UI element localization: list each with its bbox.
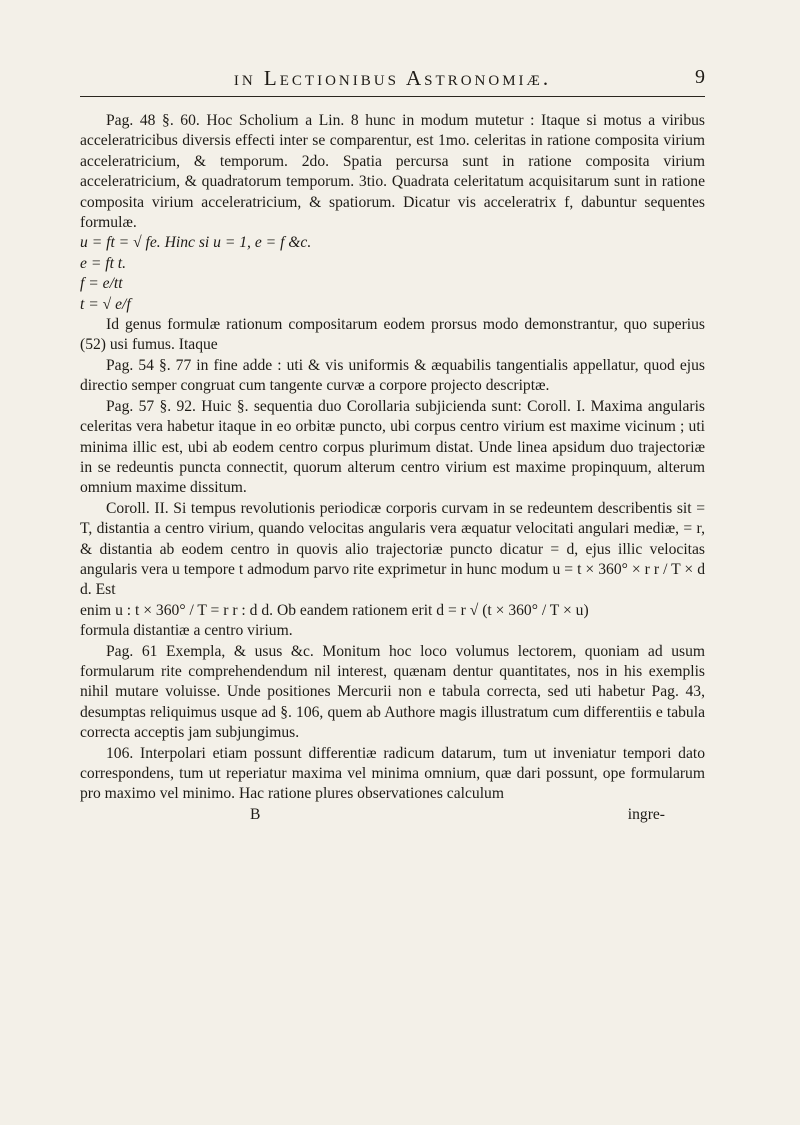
paragraph: Id genus formulæ rationum compositarum eodem prorsus modo demonstrantur, quo superius (52) usi fumus. Itaque [80,316,705,354]
catchword: ingre- [627,805,665,823]
page-footer [80,805,705,825]
paragraph: Pag. 61 Exempla, & usus &c. Monitum hoc loco volumus lectorem, quoniam ad usum formularum rite comprehendendum nil interest, quænam dentur quantitates, nos in his exemplis nihil mutare voluisse. Unde positiones Mercurii non e tabula correcta, sed uti habetur Pag. 43, desumptas reliquimus usque ad §. 106, quem ab Authore magis illustratum cum differentiis e tabula correcta acceptis jam subjungimus. [80,642,705,742]
paragraph: 106. Interpolari etiam possunt differentiæ radicum datarum, tum ut inveniatur tempori dato correspondens, tum ut reperiatur maxima vel minima omnium, quæ dari possunt, ope formularum pro maximo vel minimo. Hac ratione plures observationes calculum [80,744,705,803]
body-text [80,111,705,805]
running-head [80,62,705,97]
formula-line: f = e/tt [80,275,123,293]
paragraph: formula distantiæ a centro virium. [80,622,293,640]
paragraph: enim u : t × 360° / T = r r : d d. Ob eandem rationem erit d = r √ (t × 360° / T × u) [80,601,589,619]
paragraph: Pag. 48 §. 60. Hoc Scholium a Lin. 8 hunc in modum mutetur : Itaque si motus a viribus acceleratricibus diversis effecti inter se comparentur, est 1mo. celeritas in ratione composita virium acceleratricium, & temporum. 2do. Spatia percursa sunt in ratione composita virium acceleratricium, & quadratorum temporum. 3tio. Quadrata celeritatum acquisitarum sunt in ratione composita virium acceleratricium, & spatiorum. Dicatur vis acceleratrix f, dabuntur sequentes formulæ. [80,112,705,232]
paragraph: Pag. 54 §. 77 in fine adde : uti & vis uniformis & æquabilis tangentialis appellatur, quod ejus directio semper congruat cum tangente curvæ a corpore projecto descriptæ. [80,356,705,395]
signature-mark: B [250,805,261,823]
page-number: 9 [695,66,705,88]
running-title: in Lectionibus Astronomiæ. [233,66,552,90]
formula-line: t = √ e/f [80,295,131,313]
formula-line: e = ft t. [80,254,127,272]
paragraph: Coroll. II. Si tempus revolutionis periodicæ corporis curvam in se redeuntem describentis sit = T, distantia a centro virium, quando velocitas angularis vera æquatur velocitati angulari mediæ, = r, & distantia ab eodem centro in quovis alio trajectoriæ puncto dicatur = d, ejus illic velocitas angularis vera u tempore t admodum parvo rite exprimetur in hunc modum u = t × 360° × r r / T × d d. Est [80,499,705,599]
formula-line: u = ft = √ fe. Hinc si u = 1, e = f &c. [80,234,312,252]
paragraph: Pag. 57 §. 92. Huic §. sequentia duo Corollaria subjicienda sunt: Coroll. I. Maxima angularis celeritas vera habetur itaque in eo orbitæ puncto, ubi corpus centro virium est maxime vicinum ; uti minima illic est, ubi ab eodem centro corpus plurimum distat. Unde linea apsidum duo trajectoriæ in se redeuntis puncta connectit, quorum alterum centro virium est maxime propinquum, alterum omnium maxime dissitum. [80,397,705,497]
